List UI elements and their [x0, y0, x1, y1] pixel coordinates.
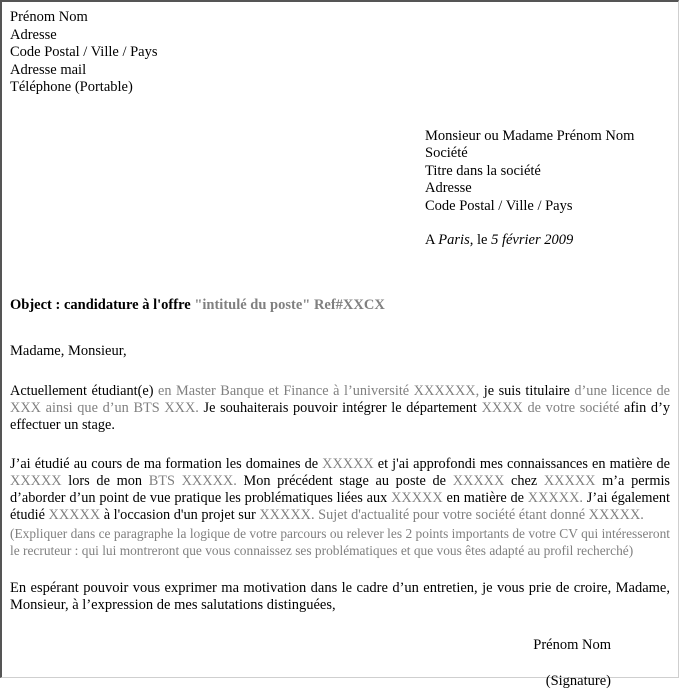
recipient-line-title: Titre dans la société — [425, 162, 541, 179]
signature-label: (Signature) — [545, 673, 611, 689]
p1-seg-3: je suis titulaire — [479, 382, 575, 399]
object-placeholder: "intitulé du poste" Ref#XXCX — [194, 296, 385, 313]
p2-seg-6: BTS XXXXX. — [148, 472, 237, 489]
p1-seg-1: Actuellement étudiant(e) — [10, 382, 159, 399]
p1-seg-7: afin d’y effectuer un stage. — [10, 399, 670, 433]
sender-line-name: Prénom Nom — [10, 9, 88, 25]
sender-address-block — [10, 9, 670, 97]
p1-seg-6: XXXX de votre société — [481, 399, 625, 416]
p2-seg-18: XXXXX. Sujet d'actualité pour votre société étant donné XXXXX. — [259, 506, 644, 523]
date-city: Paris, — [438, 232, 474, 248]
body-paragraph-1 — [10, 383, 670, 434]
p2-seg-1: J’ai étudié au cours de ma formation les domaines de — [10, 455, 323, 472]
object-label: Object : candidature à l'offre — [10, 296, 195, 313]
p2-seg-12: XXXXX — [391, 489, 443, 506]
p2-seg-17: à l'occasion d'un projet sur — [100, 506, 260, 523]
date-value: 5 février 2009 — [491, 232, 574, 248]
p2-seg-11: m’a permis d’aborder d’un point de vue pratique les problématiques liées aux — [10, 472, 670, 506]
salutation: Madame, Monsieur, — [10, 343, 127, 359]
object-line — [10, 297, 670, 315]
p2-seg-4: XXXXX — [10, 472, 62, 489]
p2-seg-3: et j'ai approfondi mes connaissances en matière de — [373, 455, 670, 472]
p2-seg-16: XXXXX — [48, 506, 101, 523]
signature-name: Prénom Nom — [533, 636, 611, 653]
closing-paragraph: En espérant pouvoir vous exprimer ma motivation dans le cadre d’un entretien, je vous prie de croire, Madame, Monsieur, à l’expression de mes salutations distinguées, — [10, 579, 670, 613]
body-paragraph-2 — [10, 456, 670, 524]
guidance-note: (Expliquer dans ce paragraphe la logique de votre parcours ou relever les 2 points importants de votre CV qui intéresseront le recruteur : qui lui montreront que vous connaissez ses problématiques et que vous êtes adapté au profil recherché) — [10, 525, 670, 558]
p2-seg-10: XXXXX — [543, 472, 596, 489]
p1-seg-4: d’une licence de XXX ainsi que d’un BTS XXX. — [10, 382, 670, 416]
sender-line-address: Adresse — [10, 26, 57, 43]
recipient-line-postal: Code Postal / Ville / Pays — [425, 197, 573, 214]
p2-seg-13: en matière de — [442, 489, 528, 506]
recipient-line-name: Monsieur ou Madame Prénom Nom — [425, 127, 635, 144]
p1-seg-2: en Master Banque et Finance à l’université XXXXXX, — [158, 382, 480, 399]
p2-seg-15: J’ai également étudié — [10, 489, 670, 523]
p2-seg-8: XXXXX — [452, 472, 505, 489]
p2-seg-9: chez — [504, 472, 544, 489]
sender-line-postal: Code Postal / Ville / Pays — [10, 44, 158, 60]
recipient-address-block — [425, 128, 670, 216]
p2-seg-2: XXXXX — [322, 455, 374, 472]
p2-seg-14: XXXXX. — [527, 489, 583, 506]
date-middle: le — [473, 232, 492, 248]
sender-line-email: Adresse mail — [10, 61, 87, 78]
sender-line-phone: Téléphone (Portable) — [10, 79, 133, 95]
recipient-line-company: Société — [425, 145, 468, 161]
recipient-line-address: Adresse — [425, 180, 472, 196]
p1-seg-5: Je souhaiterais pouvoir intégrer le département — [198, 399, 482, 416]
p2-seg-5: lors de mon — [61, 472, 149, 489]
p2-seg-7: Mon précédent stage au poste de — [236, 472, 453, 489]
date-prefix: A — [425, 232, 439, 248]
letter-content — [2, 2, 678, 691]
date-line — [425, 232, 670, 250]
